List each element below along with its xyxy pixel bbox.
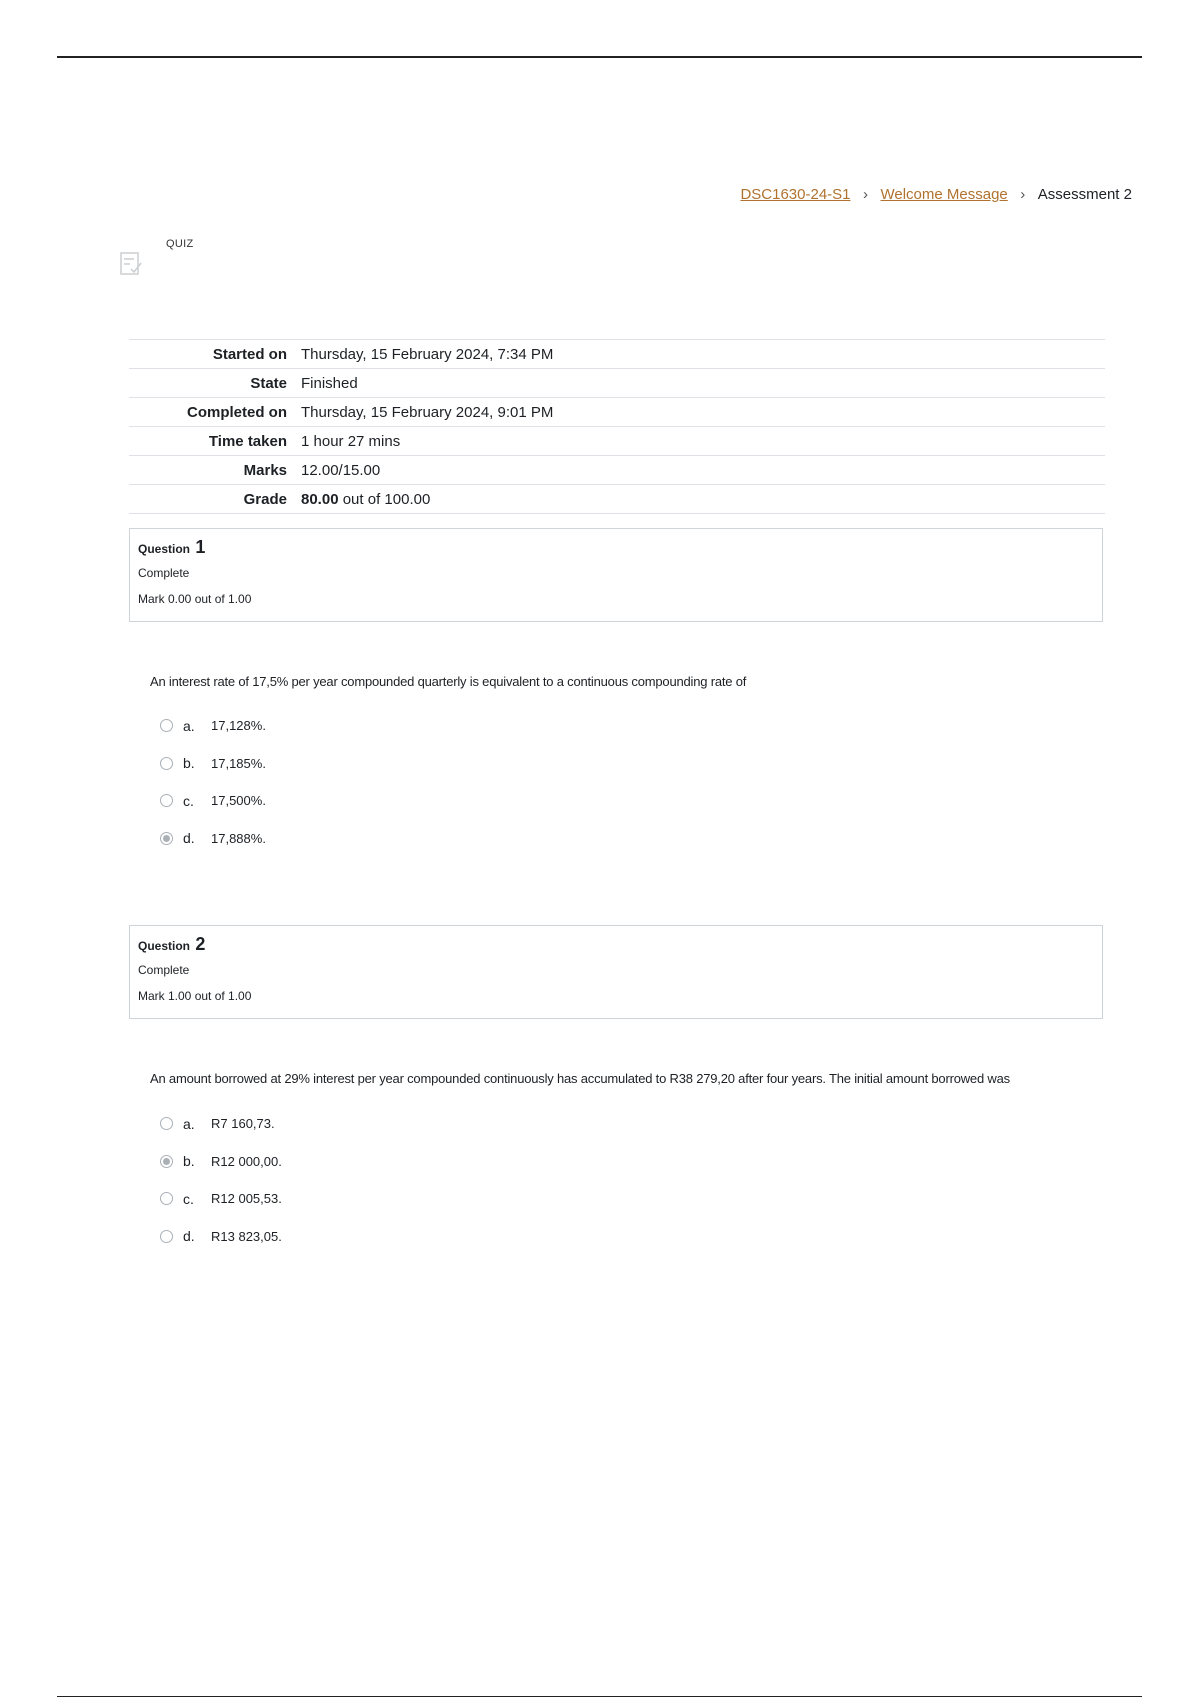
question-number-value: 1: [195, 537, 206, 557]
summary-label: Started on: [212, 345, 287, 363]
table-row: [129, 340, 1105, 369]
summary-value: [301, 485, 1105, 514]
question-mark: Mark 1.00 out of 1.00: [138, 989, 252, 1003]
answer-letter: a.: [183, 717, 195, 734]
answer-option[interactable]: [160, 1180, 1070, 1218]
table-row: [129, 369, 1105, 398]
radio-button[interactable]: [160, 757, 173, 770]
question-label: Question: [138, 939, 191, 953]
radio-button[interactable]: [160, 1117, 173, 1130]
question-content-2: [150, 1067, 1070, 1255]
answer-option[interactable]: [160, 745, 1070, 783]
answer-option[interactable]: [160, 707, 1070, 745]
breadcrumb-current: Assessment 2: [1037, 186, 1132, 203]
grade-out-of: out of 100.00: [338, 490, 431, 508]
radio-button-selected[interactable]: [160, 832, 173, 845]
quiz-icon: [120, 252, 142, 276]
summary-label: Marks: [243, 461, 287, 479]
table-row: [129, 456, 1105, 485]
answer-option[interactable]: [160, 1105, 1070, 1143]
activity-header: [120, 238, 193, 276]
question-text: An amount borrowed at 29% interest per year compounded continuously has accumulated to R38 279,20 after four years. The initial amount borrowed was: [150, 1071, 1010, 1086]
question-state: Complete: [138, 963, 190, 977]
page-bottom-rule: [57, 1696, 1142, 1697]
answer-option[interactable]: [160, 782, 1070, 820]
summary-value: 12.00/15.00: [301, 461, 381, 479]
question-label: Question: [138, 542, 191, 556]
summary-label: State: [250, 374, 287, 392]
answer-text: 17,888%.: [211, 830, 266, 846]
breadcrumb: [740, 186, 1132, 203]
radio-button-selected[interactable]: [160, 1155, 173, 1168]
answer-text: R7 160,73.: [211, 1116, 275, 1132]
summary-label: Grade: [243, 490, 287, 508]
question-info-2: [129, 925, 1103, 1019]
question-number-value: 2: [195, 934, 206, 954]
chevron-right-icon: ›: [863, 186, 868, 203]
answer-letter: c.: [183, 1190, 194, 1207]
answer-letter: b.: [183, 755, 195, 772]
question-number: [138, 934, 1094, 955]
answer-letter: b.: [183, 1153, 195, 1170]
question-state: Complete: [138, 566, 190, 580]
page-top-rule: [57, 56, 1142, 58]
question-info-1: [129, 528, 1103, 622]
answer-text: 17,128%.: [211, 718, 266, 734]
question-number: [138, 537, 1094, 558]
chevron-right-icon: ›: [1020, 186, 1026, 203]
answer-text: R12 005,53.: [211, 1191, 282, 1207]
radio-button[interactable]: [160, 719, 173, 732]
activity-type-label: QUIZ: [166, 238, 194, 250]
answer-text: 17,185%.: [211, 755, 266, 771]
answer-letter: d.: [183, 830, 195, 847]
answer-option[interactable]: [160, 1143, 1070, 1181]
summary-value: 1 hour 27 mins: [301, 432, 401, 450]
answer-option[interactable]: [160, 820, 1070, 858]
answer-list: [160, 707, 1070, 857]
answer-letter: c.: [183, 792, 194, 809]
table-row: [129, 485, 1105, 514]
summary-value: Finished: [301, 374, 358, 392]
answer-letter: a.: [183, 1115, 195, 1132]
question-mark: Mark 0.00 out of 1.00: [138, 592, 252, 606]
answer-list: [160, 1105, 1070, 1255]
attempt-summary-table: [129, 339, 1105, 514]
summary-value: Thursday, 15 February 2024, 7:34 PM: [301, 345, 554, 363]
question-text: An interest rate of 17,5% per year compounded quarterly is equivalent to a continuous compounding rate of: [150, 674, 747, 689]
summary-value: Thursday, 15 February 2024, 9:01 PM: [301, 403, 554, 421]
answer-option[interactable]: [160, 1218, 1070, 1256]
radio-button[interactable]: [160, 1192, 173, 1205]
breadcrumb-section-link[interactable]: Welcome Message: [880, 186, 1008, 203]
breadcrumb-course-link[interactable]: DSC1630-24-S1: [740, 186, 851, 203]
question-content-1: [150, 670, 1070, 857]
table-row: [129, 398, 1105, 427]
radio-button[interactable]: [160, 794, 173, 807]
answer-text: R13 823,05.: [211, 1228, 282, 1244]
answer-letter: d.: [183, 1228, 195, 1245]
answer-text: 17,500%.: [211, 793, 266, 809]
summary-label: Completed on: [187, 403, 287, 421]
answer-text: R12 000,00.: [211, 1153, 282, 1169]
table-row: [129, 427, 1105, 456]
summary-label: Time taken: [208, 432, 287, 450]
radio-button[interactable]: [160, 1230, 173, 1243]
grade-value: 80.00: [301, 490, 339, 508]
